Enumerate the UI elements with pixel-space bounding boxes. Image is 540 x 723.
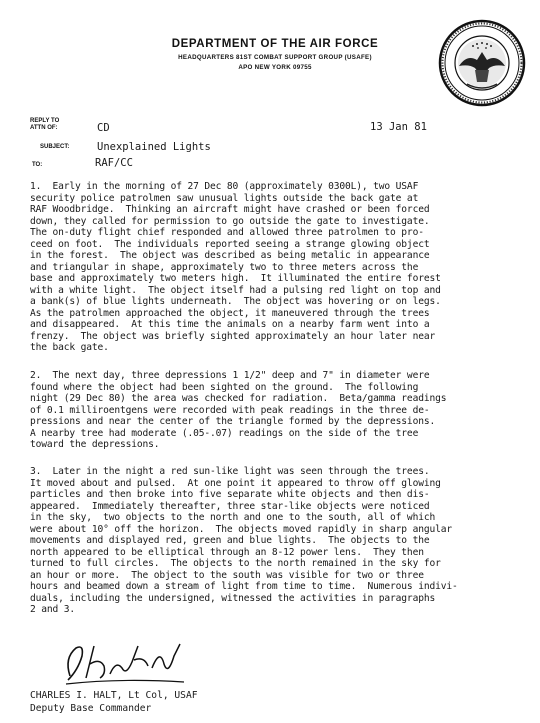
text-line: toward the depressions. [30,439,160,450]
text-line: frenzy. The object was briefly sighted approximately an hour later near [30,330,436,342]
letterhead-address: APO NEW YORK 09755 [238,64,312,71]
text-line: base and approximately two meters high. It illuminated the entire forest [30,273,441,284]
text-line: were about 10° off the horizon. The objects moved rapidly in sharp angular [30,523,452,535]
memo-date: 13 Jan 81 [370,121,427,133]
text-line: The on-duty flight chief responded and allowed three patrolmen to pro- [30,227,424,238]
text-line: security police patrolmen saw unusual lights outside the back gate at [30,192,419,204]
text-line: and triangular in shape, approximately two to three meters across the [30,261,419,273]
letterhead-subtitle: HEADQUARTERS 81ST COMBAT SUPPORT GROUP (USAFE) [178,54,372,61]
text-line: an hour or more. The object to the south was visible for two or three [30,569,424,581]
text-line: turned to full circles. The objects to the north remained in the sky for [30,558,441,569]
handwritten-signature [60,638,190,688]
text-line: 3. Later in the night a red sun-like light was seen through the trees. [30,466,430,477]
text-line: RAF Woodbridge. Thinking an aircraft might have crashed or been forced [30,204,430,215]
reply-to-label: REPLY TO ATTN OF: [30,118,60,131]
text-line: of 0.1 milliroentgens were recorded with peak readings in the three de- [30,404,430,416]
text-line: and disappeared. At this time the animals on a nearby farm went into a [30,319,430,330]
text-line: the back gate. [30,342,109,353]
text-line: 2 and 3. [30,604,76,615]
signatory-title: Deputy Base Commander [30,703,152,714]
subject-label: SUBJECT: [40,144,70,150]
signatory-name: CHARLES I. HALT, Lt Col, USAF [30,690,198,701]
text-line: in the forest. The object was described as being metalic in appearance [30,250,430,261]
text-line: appeared. Immediately thereafter, three star-like objects were noticed [30,500,430,512]
reply-to-value: CD [97,122,110,134]
text-line: duals, including the undersigned, witnessed the activities in paragraphs [30,592,436,604]
subject-value: Unexplained Lights [97,141,211,153]
to-value: RAF/CC [95,157,133,169]
text-line: pressions and near the center of the triangle formed by the depressions. [30,416,436,427]
text-line: down, they called for permission to go outside the gate to investigate. [30,215,430,227]
dod-eagle-seal-icon [437,18,527,108]
text-line: particles and then broke into five separate white objects and then dis- [30,489,430,500]
text-line: with a white light. The object itself had a pulsing red light on top and [30,284,441,296]
text-line: in the sky, two objects to the north and one to the south, all of which [30,512,436,523]
text-line: night (29 Dec 80) the area was checked for radiation. Beta/gamma readings [30,393,447,404]
text-line: 2. The next day, three depressions 1 1/2" deep and 7" in diameter were [30,370,430,381]
text-line: As the patrolmen approached the object, it maneuvered through the trees [30,307,430,319]
to-label: TO: [32,162,43,168]
text-line: ceed on foot. The individuals reported seeing a strange glowing object [30,238,430,250]
paragraph-2 [30,370,530,451]
text-line: movements and displayed red, green and blue lights. The objects to the [30,535,430,546]
text-line: It moved about and pulsed. At one point it appeared to throw off glowing [30,477,441,489]
text-line: 1. Early in the morning of 27 Dec 80 (approximately 0300L), two USAF [30,181,419,192]
letterhead-title: DEPARTMENT OF THE AIR FORCE [171,38,379,50]
paragraph-1 [30,181,530,354]
paragraph-3 [30,466,530,616]
text-line: found where the object had been sighted on the ground. The following [30,381,419,393]
text-line: hours and beamed down a stream of light from time to time. Numerous indivi- [30,581,458,592]
text-line: A nearby tree had moderate (.05-.07) readings on the side of the tree [30,427,419,439]
text-line: north appeared to be elliptical through an 8-12 power lens. They then [30,546,424,558]
text-line: a bank(s) of blue lights underneath. The object was hovering or on legs. [30,296,441,307]
